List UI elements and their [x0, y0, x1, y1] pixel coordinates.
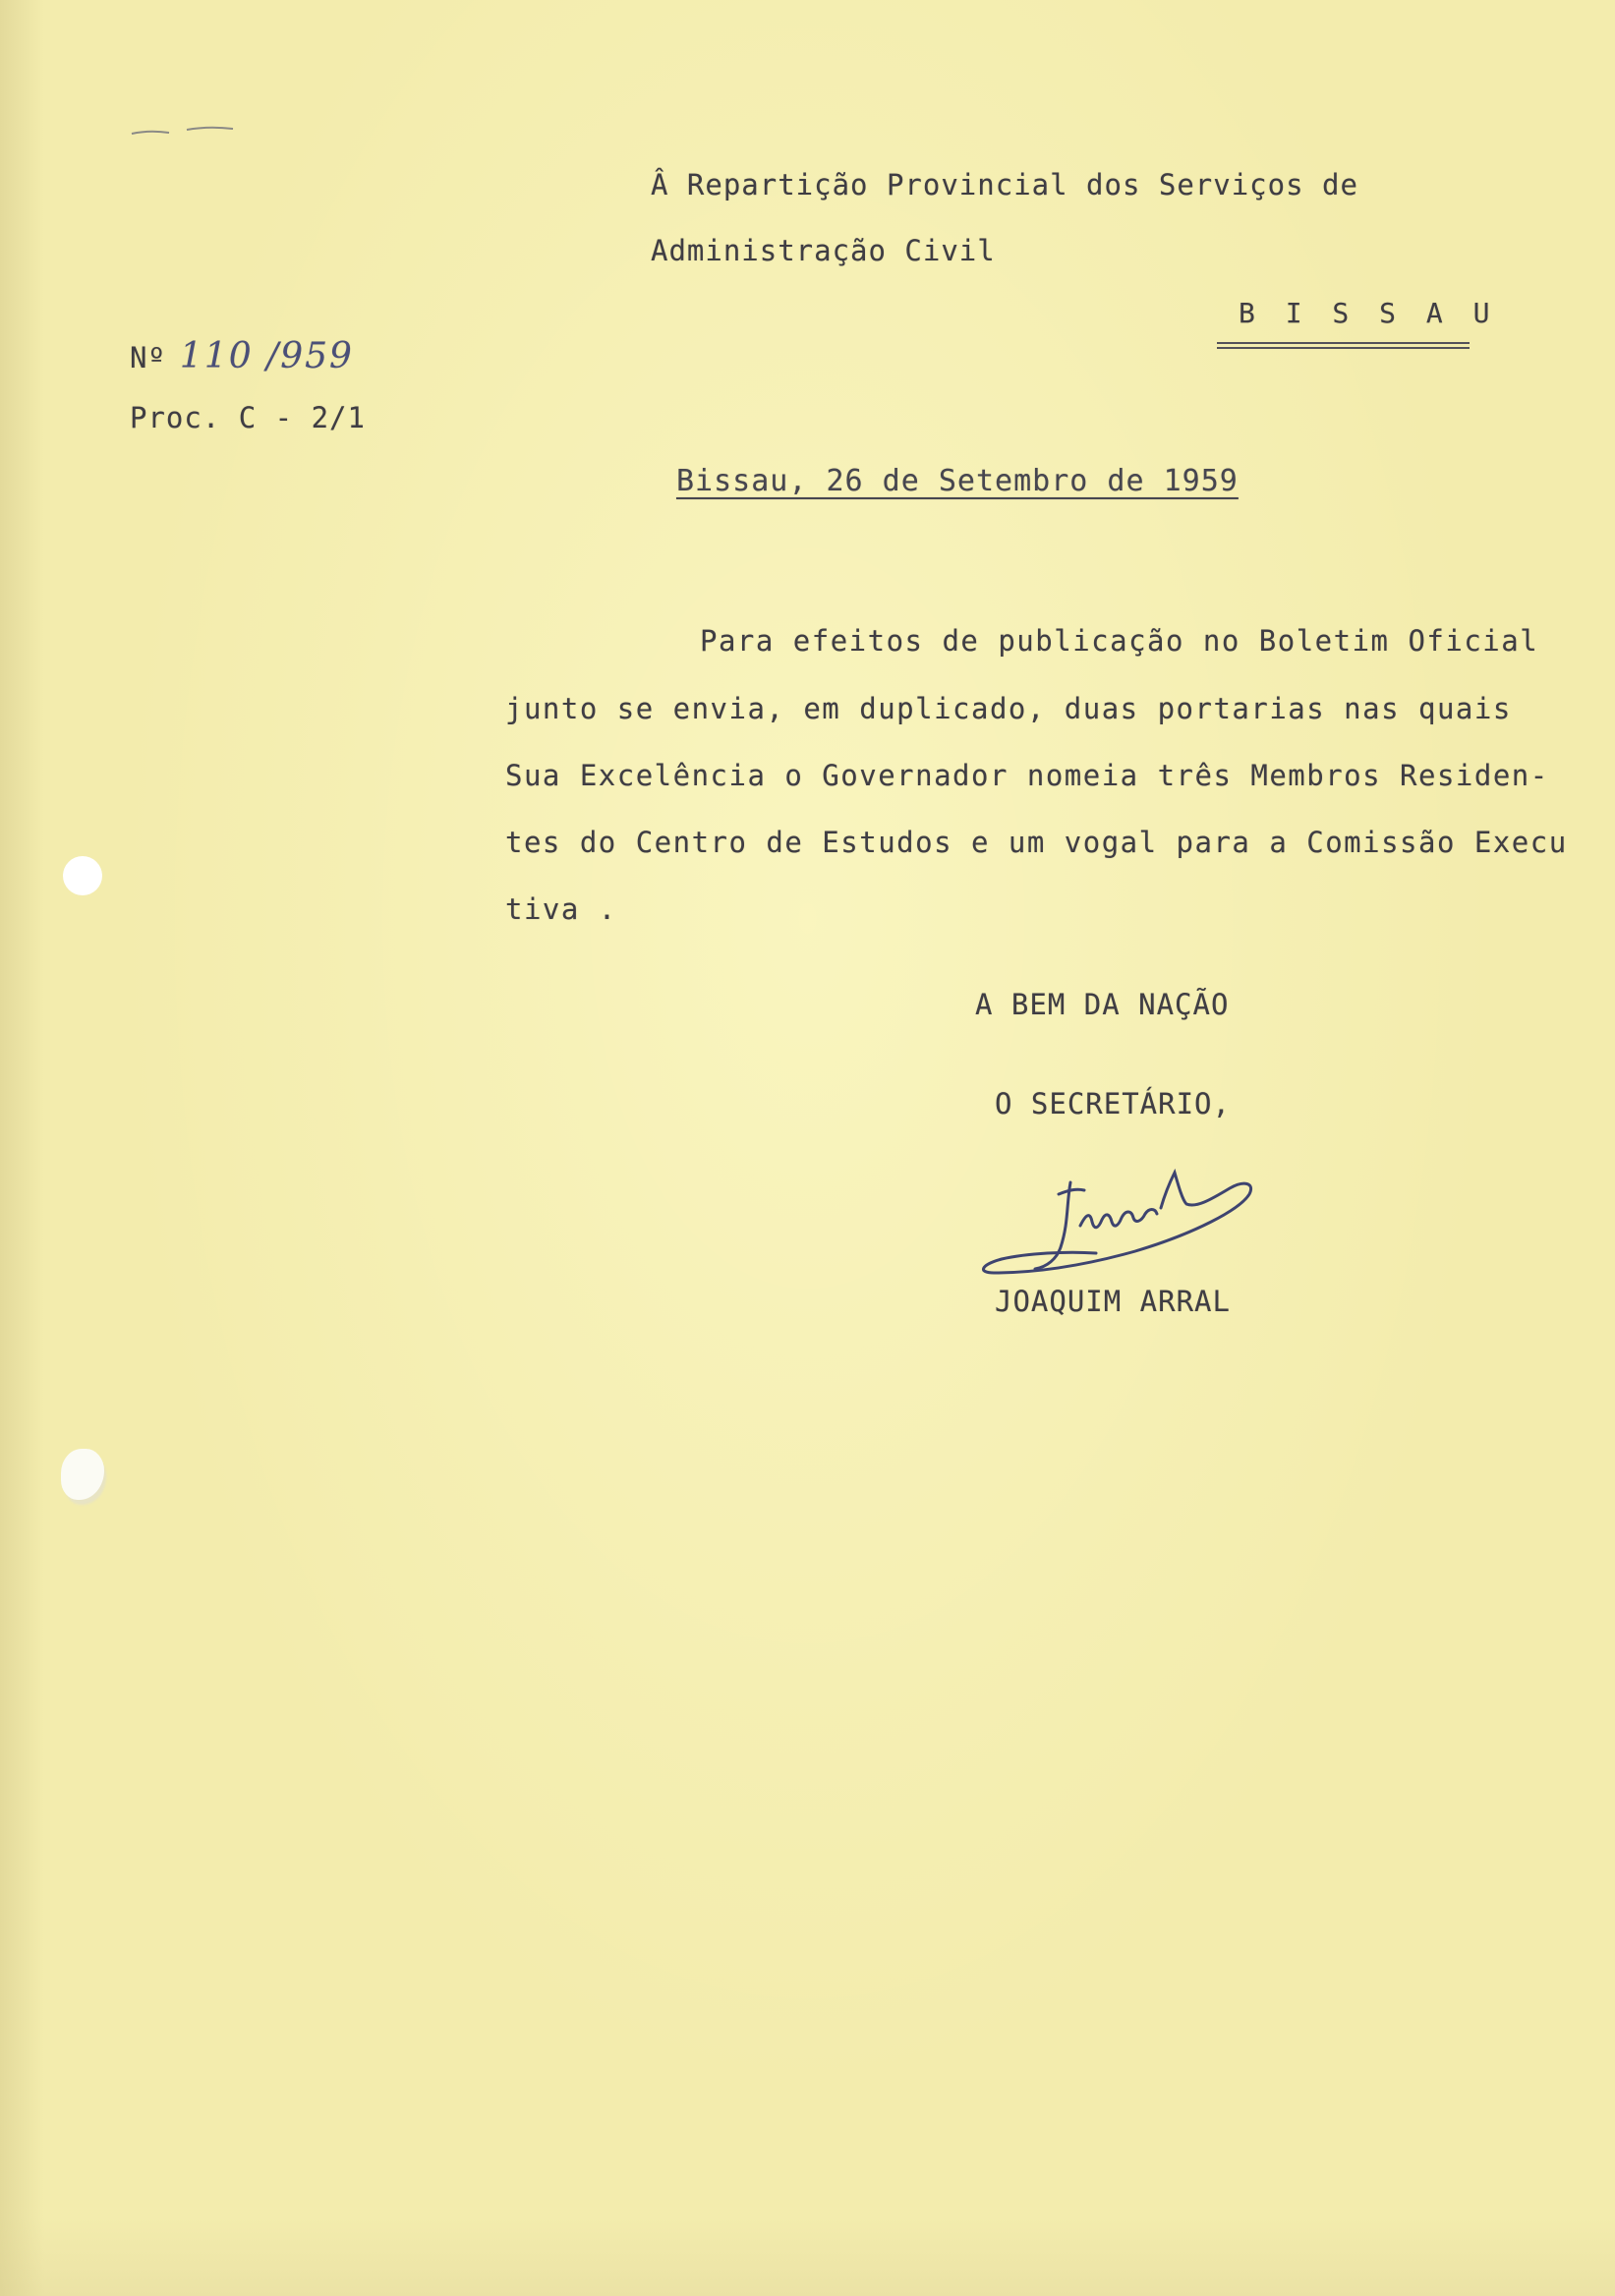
punch-hole	[63, 856, 102, 895]
recipient-line-2: Administração Civil	[651, 234, 996, 267]
body-line-2: junto se envia, em duplicado, duas portarias nas quais	[505, 692, 1512, 725]
body-line-3: Sua Excelência o Governador nomeia três Membros Residen-	[505, 759, 1549, 792]
process-reference: Proc. C - 2/1	[130, 401, 366, 434]
closing-salutation: A BEM DA NAÇÃO	[975, 988, 1230, 1021]
body-line-4: tes do Centro de Estudos e um vogal para a Comissão Execu	[505, 826, 1568, 859]
recipient-city: B I S S A U	[1239, 297, 1497, 329]
handwritten-signature	[978, 1165, 1263, 1283]
recipient-line-1: Â Repartição Provincial dos Serviços de	[651, 168, 1358, 201]
signer-title: O SECRETÁRIO,	[995, 1087, 1231, 1120]
pencil-mark	[130, 120, 238, 142]
torn-punch-hole	[61, 1449, 104, 1500]
body-line-1: Para efeitos de publicação no Boletim Oficial	[700, 624, 1539, 658]
reference-label: Nº	[130, 341, 166, 374]
signer-name: JOAQUIM ARRAL	[995, 1285, 1231, 1318]
city-double-rule	[1217, 342, 1470, 349]
reference-number: 110 /959	[179, 336, 354, 376]
reference-number-line	[130, 336, 354, 376]
letter-date: Bissau, 26 de Setembro de 1959	[676, 464, 1239, 498]
body-line-5: tiva .	[505, 892, 617, 926]
